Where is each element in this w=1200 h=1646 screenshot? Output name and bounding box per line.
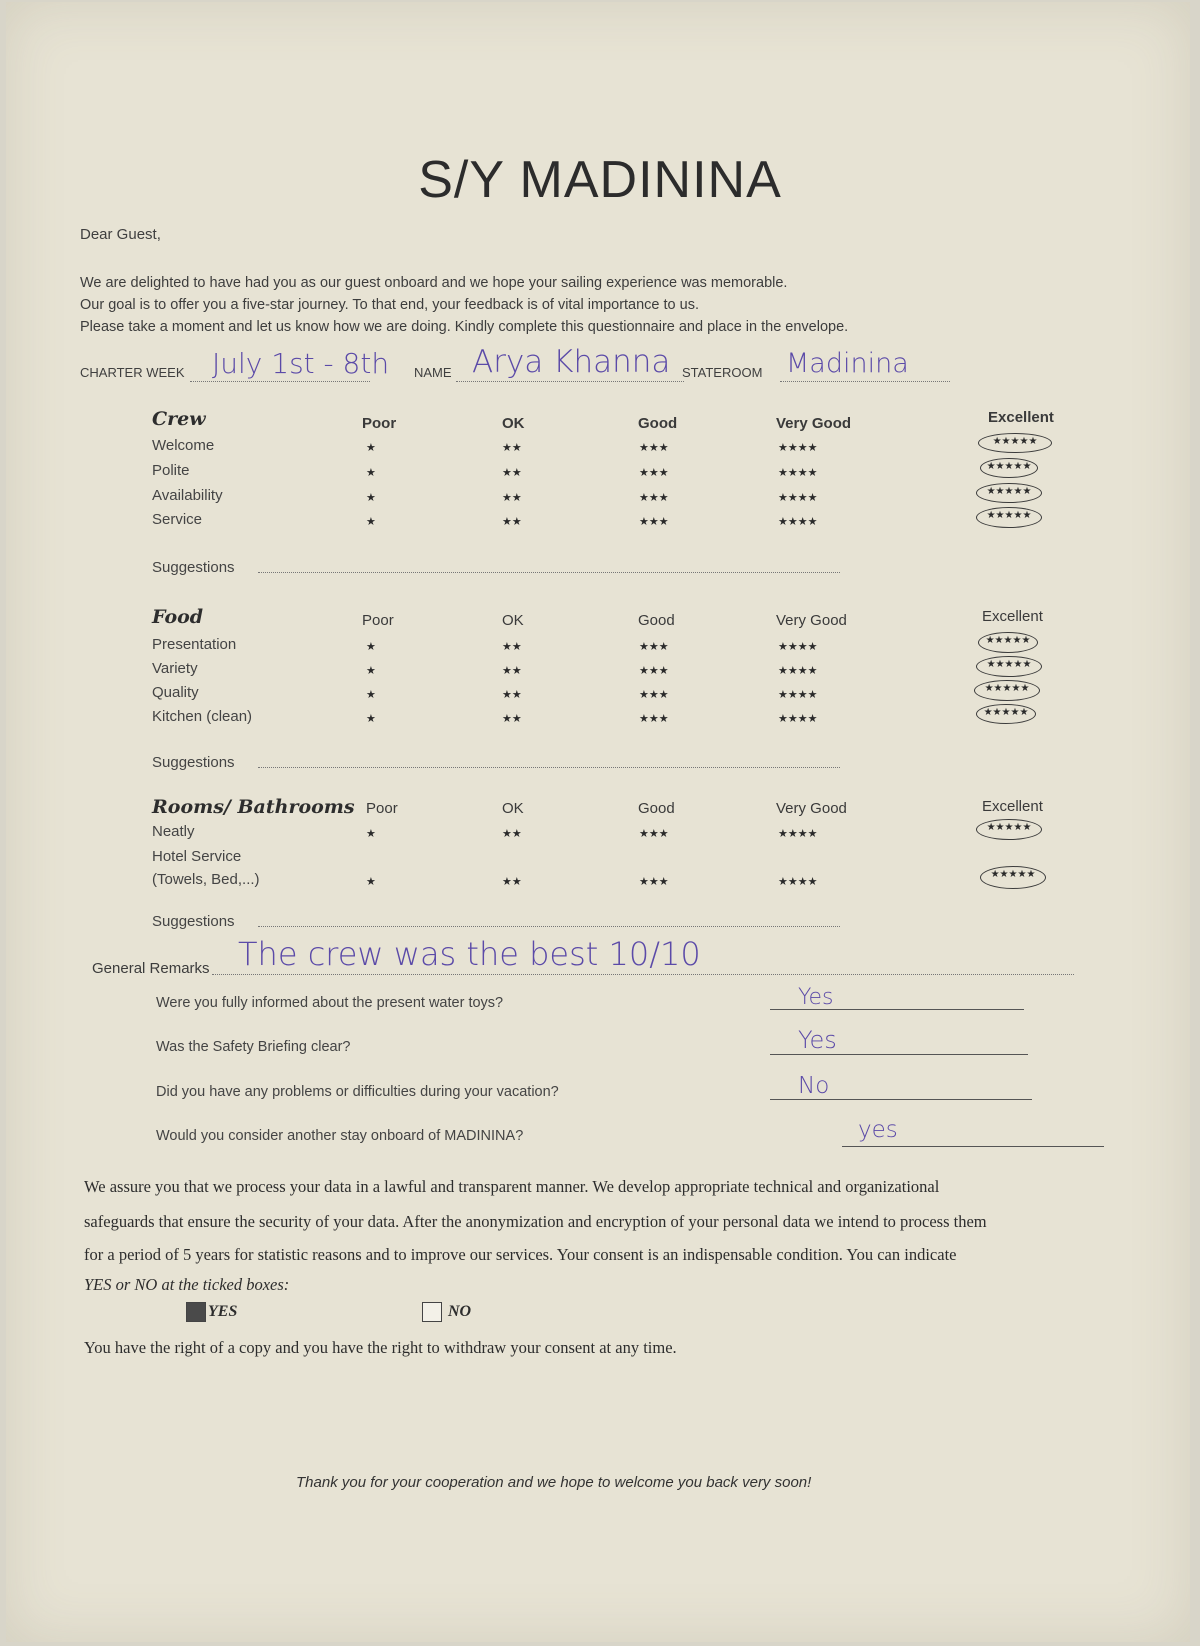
question-safety-briefing: Was the Safety Briefing clear?: [156, 1039, 351, 1055]
privacy-line-4: YES or NO at the ticked boxes:: [84, 1275, 290, 1294]
intro-line-3: Please take a moment and let us know how we are doing. Kindly complete this questionnaire and place in the envelope.: [80, 319, 849, 335]
rooms-header-excellent: Excellent: [982, 798, 1043, 815]
rating-4-star[interactable]: ★★★★: [778, 689, 818, 701]
rating-2-star[interactable]: ★★: [502, 689, 522, 701]
food-suggestions-line[interactable]: [258, 767, 840, 768]
crew-header-very-good: Very Good: [776, 415, 852, 432]
crew-row-welcome: Welcome: [152, 437, 215, 454]
crew-row-polite: Polite: [152, 462, 190, 479]
rating-3-star[interactable]: ★★★: [639, 492, 669, 504]
thank-you-note: Thank you for your cooperation and we hope to welcome you back very soon!: [296, 1474, 812, 1491]
rating-3-star[interactable]: ★★★: [639, 442, 669, 454]
food-header-good: Good: [638, 612, 675, 629]
question-problems: Did you have any problems or difficulties during your vacation?: [156, 1084, 559, 1100]
answer-water-toys[interactable]: Yes: [798, 985, 834, 1010]
food-suggestions-label: Suggestions: [152, 754, 235, 771]
rating-1-star[interactable]: ★: [366, 516, 376, 528]
rating-2-star[interactable]: ★★: [502, 641, 522, 653]
rating-2-star[interactable]: ★★: [502, 828, 522, 840]
rating-1-star[interactable]: ★: [366, 876, 376, 888]
rating-4-star[interactable]: ★★★★: [778, 442, 818, 454]
privacy-line-2: safeguards that ensure the security of your data. After the anonymization and encryption of your personal data we intend to process them: [84, 1212, 987, 1231]
rating-4-star[interactable]: ★★★★: [778, 713, 818, 725]
crew-row-availability: Availability: [152, 487, 223, 504]
crew-suggestions-line[interactable]: [258, 572, 840, 573]
rating-3-star[interactable]: ★★★: [639, 876, 669, 888]
rooms-header-poor: Poor: [366, 800, 398, 817]
rating-5-star-circled[interactable]: ★★★★★: [976, 704, 1036, 724]
crew-suggestions-label: Suggestions: [152, 559, 235, 576]
answer-line-safety-briefing: [770, 1054, 1028, 1055]
privacy-rights: You have the right of a copy and you have the right to withdraw your consent at any time.: [84, 1338, 677, 1357]
answer-safety-briefing[interactable]: Yes: [798, 1026, 837, 1054]
rating-4-star[interactable]: ★★★★: [778, 492, 818, 504]
stateroom-line: [780, 381, 950, 382]
rating-1-star[interactable]: ★: [366, 665, 376, 677]
rating-4-star[interactable]: ★★★★: [778, 828, 818, 840]
rooms-row-hotel-service: Hotel Service: [152, 848, 242, 865]
rating-5-star-circled[interactable]: ★★★★★: [980, 866, 1046, 889]
rating-3-star[interactable]: ★★★: [639, 516, 669, 528]
crew-header-poor: Poor: [362, 415, 397, 432]
answer-another-stay[interactable]: yes: [858, 1117, 898, 1143]
rooms-row-towels-bed: (Towels, Bed,...): [152, 871, 260, 888]
answer-line-another-stay: [842, 1146, 1104, 1147]
rating-5-star-circled[interactable]: ★★★★★: [978, 433, 1052, 453]
consent-no-label: NO: [448, 1303, 472, 1320]
rooms-header-ok: OK: [502, 800, 524, 817]
rating-1-star[interactable]: ★: [366, 689, 376, 701]
rating-4-star[interactable]: ★★★★: [778, 641, 818, 653]
food-header-excellent: Excellent: [982, 608, 1043, 625]
food-header-poor: Poor: [362, 612, 394, 629]
rating-5-star-circled[interactable]: ★★★★★: [976, 483, 1042, 503]
rating-2-star[interactable]: ★★: [502, 876, 522, 888]
rating-3-star[interactable]: ★★★: [639, 689, 669, 701]
rating-2-star[interactable]: ★★: [502, 467, 522, 479]
rating-4-star[interactable]: ★★★★: [778, 876, 818, 888]
rating-5-star-circled[interactable]: ★★★★★: [974, 680, 1040, 701]
rating-4-star[interactable]: ★★★★: [778, 665, 818, 677]
food-row-presentation: Presentation: [152, 636, 237, 653]
rating-5-star-circled[interactable]: ★★★★★: [978, 632, 1038, 653]
general-remarks-label: General Remarks: [92, 960, 210, 977]
food-section-title: Food: [152, 606, 204, 628]
rating-1-star[interactable]: ★: [366, 442, 376, 454]
food-row-quality: Quality: [152, 684, 199, 701]
food-row-kitchen-clean: Kitchen (clean): [152, 708, 253, 725]
rooms-section-title: Rooms/ Bathrooms: [152, 796, 355, 818]
rating-5-star-circled[interactable]: ★★★★★: [976, 656, 1042, 677]
question-water-toys: Were you fully informed about the present water toys?: [156, 995, 504, 1011]
rating-1-star[interactable]: ★: [366, 713, 376, 725]
crew-header-ok: OK: [502, 415, 525, 432]
rooms-row-neatly: Neatly: [152, 823, 195, 840]
rating-4-star[interactable]: ★★★★: [778, 516, 818, 528]
greeting: Dear Guest,: [80, 226, 161, 243]
rating-4-star[interactable]: ★★★★: [778, 467, 818, 479]
answer-line-problems: [770, 1099, 1032, 1100]
question-another-stay: Would you consider another stay onboard of MADININA?: [156, 1128, 524, 1144]
rooms-header-very-good: Very Good: [776, 800, 847, 817]
food-row-variety: Variety: [152, 660, 198, 677]
consent-yes-label: YES: [208, 1303, 238, 1320]
rating-2-star[interactable]: ★★: [502, 442, 522, 454]
rating-5-star-circled[interactable]: ★★★★★: [976, 819, 1042, 840]
food-header-ok: OK: [502, 612, 524, 629]
rating-3-star[interactable]: ★★★: [639, 713, 669, 725]
rating-1-star[interactable]: ★: [366, 467, 376, 479]
charter-week-value[interactable]: July 1st - 8th: [212, 347, 390, 380]
rooms-header-good: Good: [638, 800, 675, 817]
intro-line-1: We are delighted to have had you as our guest onboard and we hope your sailing experience was memorable.: [80, 275, 788, 291]
food-header-very-good: Very Good: [776, 612, 847, 629]
name-value[interactable]: Arya Khanna: [472, 344, 671, 380]
general-remarks-value[interactable]: The crew was the best 10/10: [238, 935, 701, 973]
rating-5-star-circled[interactable]: ★★★★★: [976, 507, 1042, 528]
name-line: [456, 381, 684, 382]
intro-line-2: Our goal is to offer you a five-star journey. To that end, your feedback is of vital importance to us.: [80, 297, 699, 313]
privacy-line-3: for a period of 5 years for statistic reasons and to improve our services. Your consent is an indispensable condition. You can indicate: [84, 1245, 957, 1264]
crew-header-good: Good: [638, 415, 678, 432]
rating-1-star[interactable]: ★: [366, 828, 376, 840]
rating-1-star[interactable]: ★: [366, 641, 376, 653]
crew-header-excellent: Excellent: [988, 409, 1054, 426]
rating-3-star[interactable]: ★★★: [639, 467, 669, 479]
stateroom-value[interactable]: Madinina: [786, 348, 909, 379]
crew-section-title: Crew: [152, 408, 206, 430]
rating-3-star[interactable]: ★★★: [639, 641, 669, 653]
charter-week-line: [190, 381, 370, 382]
rooms-suggestions-label: Suggestions: [152, 913, 235, 930]
rating-2-star[interactable]: ★★: [502, 516, 522, 528]
charter-week-label: CHARTER WEEK: [80, 365, 185, 380]
rating-5-star-circled[interactable]: ★★★★★: [980, 458, 1038, 478]
crew-row-service: Service: [152, 511, 203, 528]
rating-3-star[interactable]: ★★★: [639, 828, 669, 840]
rating-3-star[interactable]: ★★★: [639, 665, 669, 677]
rating-2-star[interactable]: ★★: [502, 713, 522, 725]
answer-problems[interactable]: No: [798, 1073, 830, 1099]
page-title: S/Y MADININA: [418, 151, 782, 209]
rooms-suggestions-line[interactable]: [258, 926, 840, 927]
rating-2-star[interactable]: ★★: [502, 492, 522, 504]
name-label: NAME: [414, 365, 452, 380]
rating-1-star[interactable]: ★: [366, 492, 376, 504]
consent-yes-checkbox[interactable]: [186, 1302, 206, 1322]
stateroom-label: STATEROOM: [682, 365, 763, 380]
rating-2-star[interactable]: ★★: [502, 665, 522, 677]
consent-no-checkbox[interactable]: [422, 1302, 442, 1322]
general-remarks-line: [212, 974, 1074, 975]
privacy-line-1: We assure you that we process your data in a lawful and transparent manner. We develop appropriate technical and organizational: [84, 1177, 940, 1196]
